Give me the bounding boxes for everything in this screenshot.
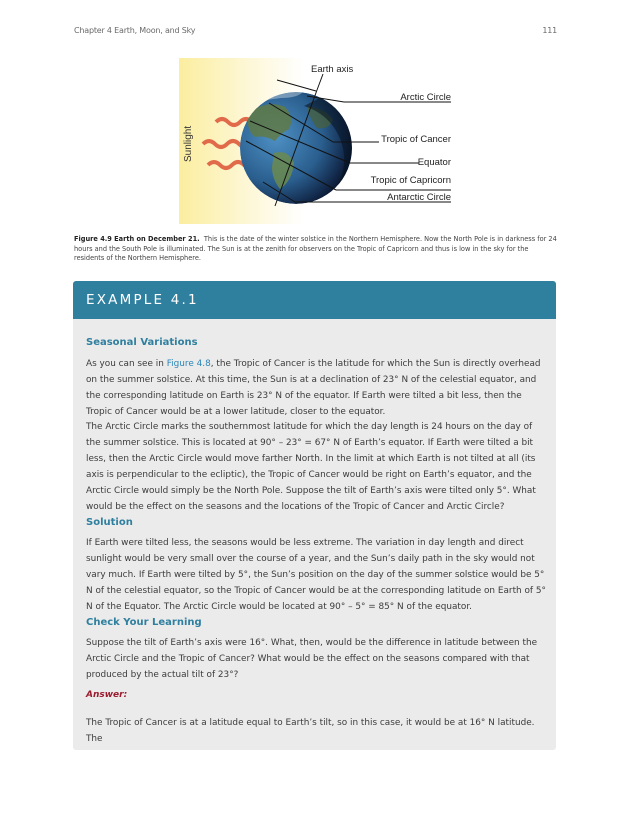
sunlight-label: Sunlight	[183, 125, 194, 162]
answer-label: Answer:	[86, 690, 128, 700]
example-title: EXAMPLE 4.1	[86, 292, 199, 308]
figure-caption	[74, 235, 558, 264]
paragraph-check: Suppose the tilt of Earth’s axis were 16°. What, then, would be the difference in latitude between the Arctic Circle and the Tropic of Cancer? What would be the effect on the seasons compared with that produced by the actual tilt of 23°?	[86, 638, 538, 680]
paragraph-intro: As you can see in Figure 4.8, the Tropic of Cancer is the latitude for which the Sun is directly overhead on the summer solstice. At this time, the Sun is at a declination of 23° N of the celestial equator, and the corresponding latitude on Earth is 23° N of the equator. If Earth were tilted a bit less, then the Tropic of Cancer would be at a lower latitude, closer to the equator.	[86, 359, 541, 417]
page-number: 111	[542, 26, 557, 35]
example-header	[73, 281, 556, 319]
caption-title: Figure 4.9 Earth on December 21.	[74, 235, 200, 243]
running-header: Chapter 4 Earth, Moon, and Sky	[74, 26, 196, 35]
heading-solution: Solution	[86, 517, 133, 528]
paragraph-arctic-circle: The Arctic Circle marks the southernmost latitude for which the day length is 24 hours on the day of the summer solstice. This is located at 90° – 23° = 67° N of Earth’s equator. If Earth were tilted a bit less, then the Arctic Circle would move farther North. In the limit at which Earth is not tilted at all (its axis is perpendicular to the ecliptic), the Tropic of Cancer would be right on Earth’s equator, and the Arctic Circle would simply be the North Pole. Suppose the tilt of Earth’s axis were tilted only 5°. What would be the effect on the seasons and the locations of the Tropic of Cancer and Arctic Circle?	[86, 422, 536, 512]
label-tropic-of-capricorn: Tropic of Capricorn	[370, 175, 451, 186]
paragraph-solution: If Earth were tilted less, the seasons would be less extreme. The variation in day length and direct sunlight would be very small over the course of a year, and the Sun’s daily path in the sky would not vary much. If Earth were tilted by 5°, the Sun’s position on the day of the summer solstice would be 5° N of the celestial equator, so the Tropic of Cancer would be at the corresponding latitude on Earth of 5° N of the Equator. The Arctic Circle would be located at 90° – 5° = 85° N of the equator.	[86, 538, 546, 612]
heading-seasonal-variations: Seasonal Variations	[86, 337, 198, 348]
label-earth-axis: Earth axis	[311, 64, 354, 75]
label-equator: Equator	[417, 157, 451, 168]
figure-4-8-link[interactable]: Figure 4.8	[166, 359, 211, 369]
paragraph-answer: The Tropic of Cancer is at a latitude equal to Earth’s tilt, so in this case, it would be at 16° N latitude. The	[86, 718, 535, 744]
label-arctic-circle: Arctic Circle	[400, 92, 451, 103]
earth-solstice-figure	[179, 58, 454, 224]
heading-check-your-learning: Check Your Learning	[86, 617, 202, 628]
caption-text: This is the date of the winter solstice in the Northern Hemisphere. Now the North Pole is in darkness for 24 hours and the South Pole is illuminated. The Sun is at the zenith for observers on the Tropic of Capricorn and thus is low in the sky for the residents of the Northern Hemisphere.	[74, 235, 557, 263]
label-tropic-of-cancer: Tropic of Cancer	[381, 134, 451, 145]
label-antarctic-circle: Antarctic Circle	[387, 192, 451, 203]
